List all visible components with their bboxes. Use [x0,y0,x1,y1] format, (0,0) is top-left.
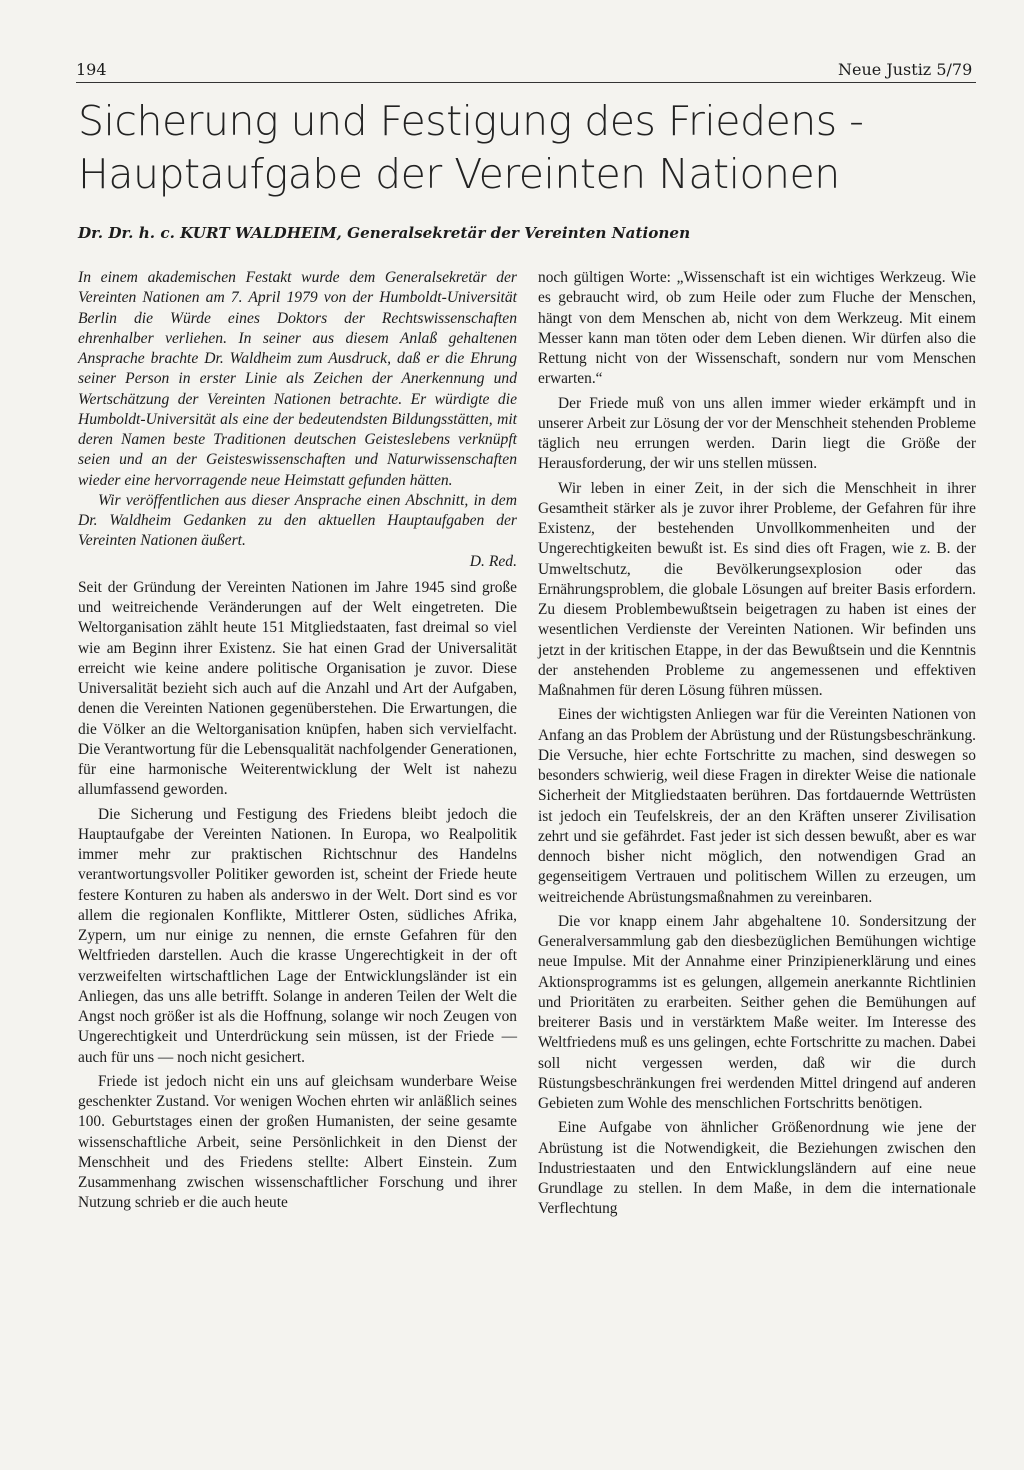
author-line: Dr. Dr. h. c. KURT WALDHEIM, Generalsekretär der Vereinten Nationen [78,224,691,242]
body-paragraph: Seit der Gründung der Vereinten Nationen im Jahre 1945 sind große und weitreichende Veränderungen auf der Welt eingetreten. Die Weltorganisation zählt heute 151 Mitgliedstaaten, fast dreimal so viel wie am Beginn ihrer Existenz. Sie hat einen Grad der Universalität erreicht wie keine andere politische Organisation je zuvor. Diese Universalität bezieht sich auch auf die Anzahl und Art der Aufgaben, denen die Vereinten Nationen gegenüberstehen. Die Erwartungen, die die Völker an die Weltorganisation knüpfen, haben sich vervielfacht. Die Verantwortung für die Lebensqualität nachfolgender Generationen, für eine harmonische Weiterentwicklung der Welt ist nahezu allumfassend geworden. [78,578,517,799]
header-rule [76,82,976,83]
page-number: 194 [76,60,107,79]
body-paragraph: Die Sicherung und Festigung des Friedens bleibt jedoch die Hauptaufgabe der Vereinten Nationen. In Europa, wo Realpolitik immer mehr zur praktischen Richtschnur des Handelns verantwortungsvoller Politiker geworden ist, scheint der Friede heute festere Konturen zu haben als anderswo in der Welt. Dort sind es vor allem die regionalen Konflikte, Mittlerer Osten, südliches Afrika, Zypern, um nur einige zu nennen, die ernste Gefahren für den Weltfrieden darstellen. Auch die krasse Ungerechtigkeit in der oft verzweifelten wirtschaftlichen Lage der Entwicklungsländer ist ein Anliegen, das uns alle betrifft. Solange in anderen Teilen der Welt die Angst noch größer ist als die Hoffnung, solange wir noch Zeugen von Ungerechtigkeit und Unterdrückung sein müssen, ist der Friede — auch für uns — noch nicht gesichert. [78,805,517,1066]
right-column [538,268,976,1224]
body-paragraph: Wir leben in einer Zeit, in der sich die Menschheit in ihrer Gesamtheit stärker als je zuvor ihrer Probleme, der Gefahren für ihre Existenz, der bestehenden Unvollkommenheiten und der Ungerechtigkeiten bewußt ist. Es sind dies oft Fragen, wie z. B. der Umweltschutz, die Bevölkerungsexplosion oder das Ernährungsproblem, die globale Lösungen auf breiter Basis erfordern. Zu diesem Problembewußtsein beigetragen zu haben ist eines der wesentlichen Verdienste der Vereinten Nationen. Wir befinden uns jetzt in der kritischen Etappe, in der das Bewußtsein und die Kenntnis der anstehenden Probleme zu angemessenen und effektiven Maßnahmen für deren Lösung führen müssen. [538,479,976,699]
body-paragraph-continued: noch gültigen Worte: „Wissenschaft ist ein wichtiges Werkzeug. Wie es gebraucht wird, ob zum Heile oder zum Fluche der Menschen, hängt von dem Menschen ab, nicht von dem Werkzeug. Mit einem Messer kann man töten oder dem Leben dienen. Wir dürfen also die Rettung nicht von der Wissenschaft, sondern nur vom Menschen erwarten.“ [538,269,976,388]
body-paragraph: Eines der wichtigsten Anliegen war für die Vereinten Nationen von Anfang an das Problem der Abrüstung und der Rüstungsbeschränkung. Die Versuche, hier echte Fortschritte zu machen, sind deswegen so besonders schwierig, weil diese Fragen in direkter Weise die nationale Sicherheit der Mitgliedstaaten berühren. Das fortdauernde Wettrüsten ist jedoch ein Teufelskreis, der an den Kräften unserer Zivilisation zehrt und sie gefährdet. Fast jeder ist sich dessen bewußt, aber es war dennoch bisher nicht möglich, den notwendigen Grad an gegenseitigem Vertrauen und politischem Willen zu erzeugen, um weitreichende Abrüstungsmaßnahmen zu vereinbaren. [538,706,976,906]
journal-issue: Neue Justiz 5/79 [838,60,973,79]
title-line-2: Hauptaufgabe der Vereinten Nationen [78,150,840,198]
body-paragraph: Die vor knapp einem Jahr abgehaltene 10. Sondersitzung der Generalversammlung gab den diesbezüglichen Bemühungen wichtige neue Impulse. Mit der Annahme einer Prinzipienerklärung und eines Aktionsprogramms ist es gelungen, allgemein anerkannte Richtlinien und Prioritäten zu erarbeiten. Seither gehen die Bemühungen auf breiterer Basis und in verstärktem Maße weiter. Im Interesse des Weltfriedens muß es uns gelingen, echte Fortschritte zu machen. Dabei soll nicht vergessen werden, daß wir die durch Rüstungsbeschränkungen frei werdenden Mittel dringend auf anderen Gebieten zum Wohle des menschlichen Fortschritts benötigen. [538,912,976,1112]
body-paragraph: Eine Aufgabe von ähnlicher Größenordnung wie jene der Abrüstung ist die Notwendigkeit, die Beziehungen zwischen den Industriestaaten und den Entwicklungsländern auf eine neue Grundlage zu stellen. In dem Maße, in dem die internationale Verflechtung [538,1119,976,1218]
title-line-1: Sicherung und Festigung des Friedens - [78,97,864,145]
body-paragraph: Friede ist jedoch nicht ein uns auf gleichsam wunderbare Weise geschenkter Zustand. Vor wenigen Wochen ehrten wir anläßlich seines 100. Geburtstages einen der großen Humanisten, der seine gesamte wissenschaftliche Arbeit, seine Persönlichkeit in den Dienst der Menschheit und des Friedens stellte: Albert Einstein. Zum Zusammenhang zwischen wissenschaftlicher Forschung und ihrer Nutzung schrieb er die auch heute [78,1072,517,1212]
left-column [78,268,517,1218]
editorial-signature: D. Red. [469,552,517,570]
body-paragraph: Der Friede muß von uns allen immer wieder erkämpft und in unserer Arbeit zur Lösung der vor der Menschheit stehenden Probleme täglich neu errungen werden. Darin liegt die Größe der Herausforderung, der wir uns stellen müssen. [538,394,976,473]
intro-paragraph-2: Wir veröffentlichen aus dieser Ansprache einen Abschnitt, in dem Dr. Waldheim Gedanken zu den aktuellen Hauptaufgaben der Vereinten Nationen äußert. [78,491,517,550]
editorial-intro [78,268,517,572]
intro-paragraph-1: In einem akademischen Festakt wurde dem Generalsekretär der Vereinten Nationen am 7. April 1979 von der Humboldt-Universität Berlin die Würde eines Doktors der Rechtswissenschaften ehrenhalber verliehen. In seiner aus diesem Anlaß gehaltenen Ansprache brachte Dr. Waldheim zum Ausdruck, daß er die Ehrung seiner Person in erster Linie als Zeichen der Anerkennung und Wertschätzung der Vereinten Nationen betrachte. Er würdigte die Humboldt-Universität als eine der bedeutendsten Bildungsstätten, mit deren Namen beste Traditionen deutschen Geisteslebens verknüpft seien und an der Geisteswissenschaften und Naturwissenschaften wieder eine hervorragende neue Heimstatt gefunden hätten. [78,269,517,489]
article-title [78,95,978,201]
